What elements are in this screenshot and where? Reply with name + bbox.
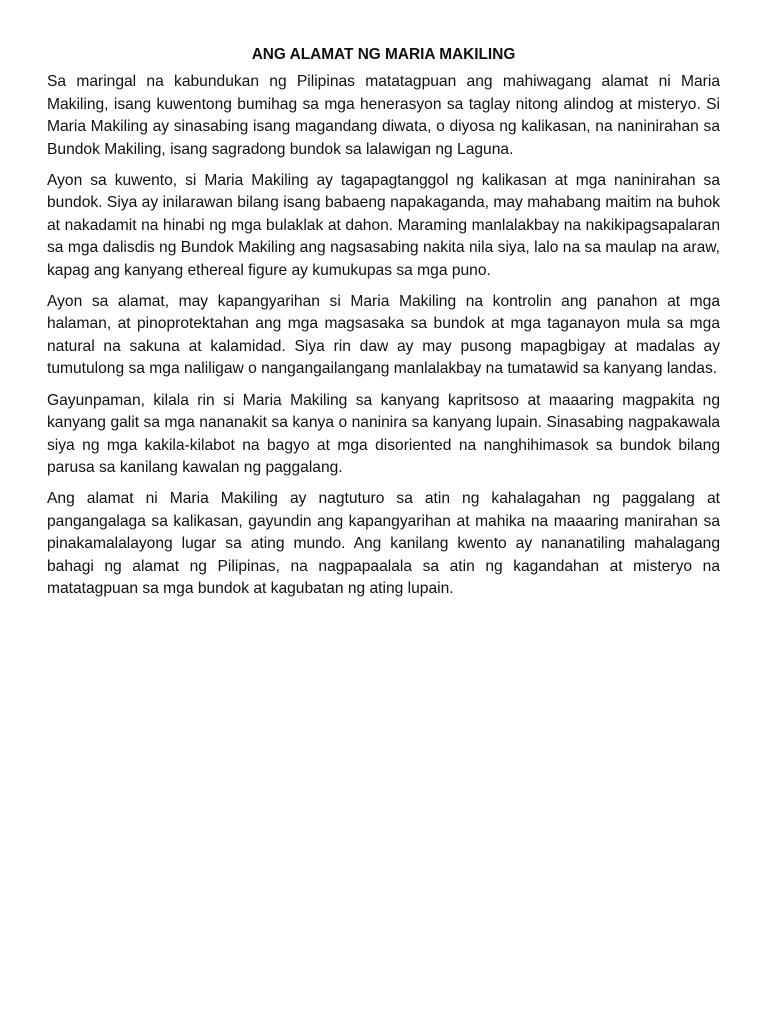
paragraph-4: Gayunpaman, kilala rin si Maria Makiling sa kanyang kapritsoso at maaaring magpakita ng kanyang galit sa mga nananakit sa kanya o naninira sa kanyang lupain. Sinasabing nagpakawala siya ng mga kakila-kilabot na bagyo at mga disoriented na nanghihimasok sa bundok bilang parusa sa kanilang kawalan ng paggalang. [47, 391, 720, 476]
paragraph-3: Ayon sa alamat, may kapangyarihan si Maria Makiling na kontrolin ang panahon at mga halaman, at pinoprotektahan ang mga magsasaka sa bundok at mga taganayon mula sa mga natural na sakuna at kalamidad. Siya rin daw ay may pusong mapagbigay at madalas ay tumutulong sa mga naliligaw o nangangailangang manlalakbay na tumatawid sa kanyang landas. [47, 293, 720, 378]
paragraph-5: Ang alamat ni Maria Makiling ay nagtuturo sa atin ng kahalagahan ng paggalang at pangangalaga sa kalikasan, gayundin ang kapangyarihan at mahika na maaaring manirahan sa pinakamalalayong lugar sa ating mundo. Ang kanilang kwento ay nananatiling mahalagang bahagi ng alamat ng Pilipinas, na nagpapaalala sa atin ng kagandahan at misteryo na matatagpuan sa mga bundok at kagubatan ng ating lupain. [47, 490, 720, 597]
document-title: ANG ALAMAT NG MARIA MAKILING [251, 46, 516, 63]
paragraph-2: Ayon sa kuwento, si Maria Makiling ay tagapagtanggol ng kalikasan at mga naninirahan sa bundok. Siya ay inilarawan bilang isang babaeng napakaganda, may mahabang maitim na buhok at nakadamit na hinabi ng mga bulaklak at dahon. Maraming manlalakbay na nakikipagsapalaran sa mga dalisdis ng Bundok Makiling ang nagsasabing nakita nila siya, lalo na sa maulap na araw, kapag ang kanyang ethereal figure ay kumukupas sa mga puno. [47, 172, 720, 279]
paragraph-1: Sa maringal na kabundukan ng Pilipinas matatagpuan ang mahiwagang alamat ni Maria Makiling, isang kuwentong bumihag sa mga henerasyon sa taglay nitong alindog at misteryo. Si Maria Makiling ay sinasabing isang magandang diwata, o diyosa ng kalikasan, na naninirahan sa Bundok Makiling, isang sagradong bundok sa lalawigan ng Laguna. [47, 73, 720, 158]
document-page [47, 44, 720, 609]
